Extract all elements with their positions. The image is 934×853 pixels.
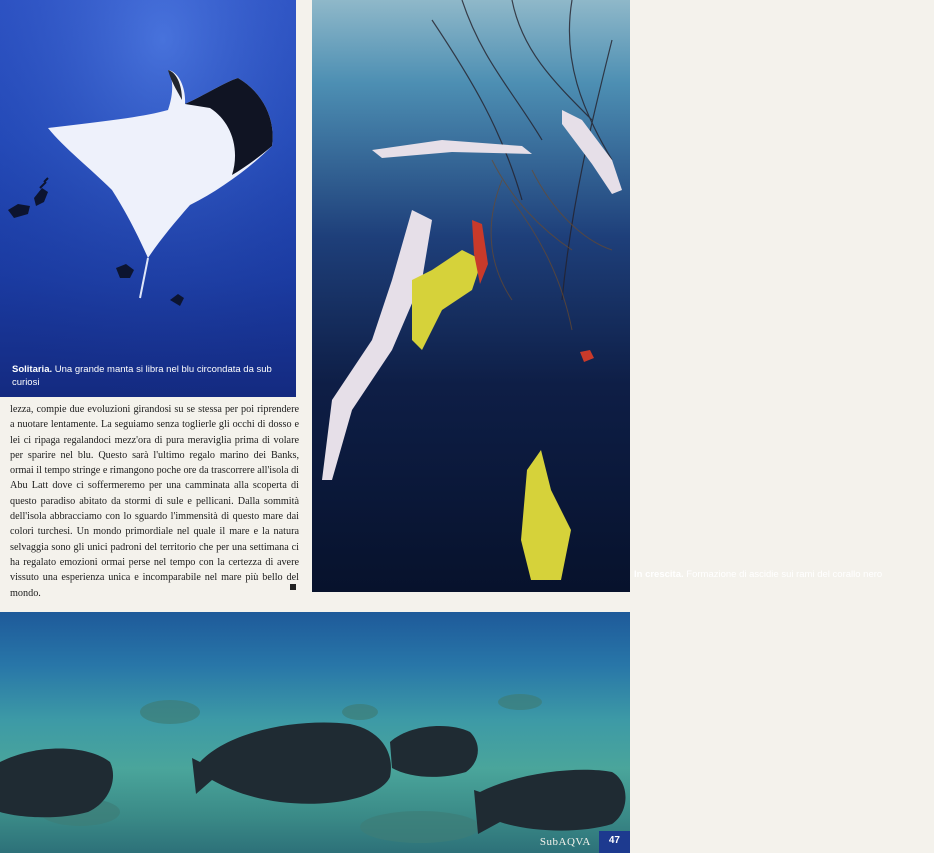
manta-ray-photo — [0, 0, 296, 397]
caption-lead: Solitaria. — [12, 364, 53, 375]
page-number: 47 — [599, 831, 630, 853]
article-end-mark — [290, 584, 296, 590]
caption-text: Formazione di ascidie sui rami del corallo nero — [686, 569, 883, 580]
manta-photo-caption — [12, 363, 282, 389]
black-coral-photo — [312, 0, 883, 592]
caption-text: Una grande manta si libra nel blu circondata da sub curiosi — [12, 364, 272, 388]
caption-lead: In crescita. — [634, 569, 684, 580]
parrotfish-reef-photo — [0, 612, 630, 853]
page-footer — [540, 831, 630, 853]
manta-ray-illustration — [0, 0, 296, 397]
article-body-text: lezza, compie due evoluzioni girandosi su se stessa per poi riprendere a nuotare lentamente. La seguiamo senza toglierle gli occhi di dosso e lei ci ripaga regalandoci mezz'ora di pura meraviglia prima di volare per sparire nel blu. Questo sarà l'ultimo regalo marino dei Banks, ormai il tempo stringe e rimangono poche ore da trascorrere all'isola di Abu Latt dove ci soffermeremo per una camminata alla scoperta di questo paradiso abitato da stormi di sule e pellicani. Dalla sommità dell'isola abbracciamo con lo sguardo l'immensità di questo mare dai colori turchesi. Un mondo primordiale nel quale il mare e la natura selvaggia sono gli unici padroni del territorio che per una settimana ci ha regalato emozioni ormai perse nel tempo con la certezza di avere vissuto una esperienza unica e incomparabile nel mare più bello del mondo. — [10, 404, 299, 599]
magazine-brand: SubAQVA — [539, 836, 591, 848]
parrotfish-illustration — [0, 612, 630, 853]
coral-illustration — [312, 0, 630, 592]
coral-photo-caption — [634, 568, 934, 581]
